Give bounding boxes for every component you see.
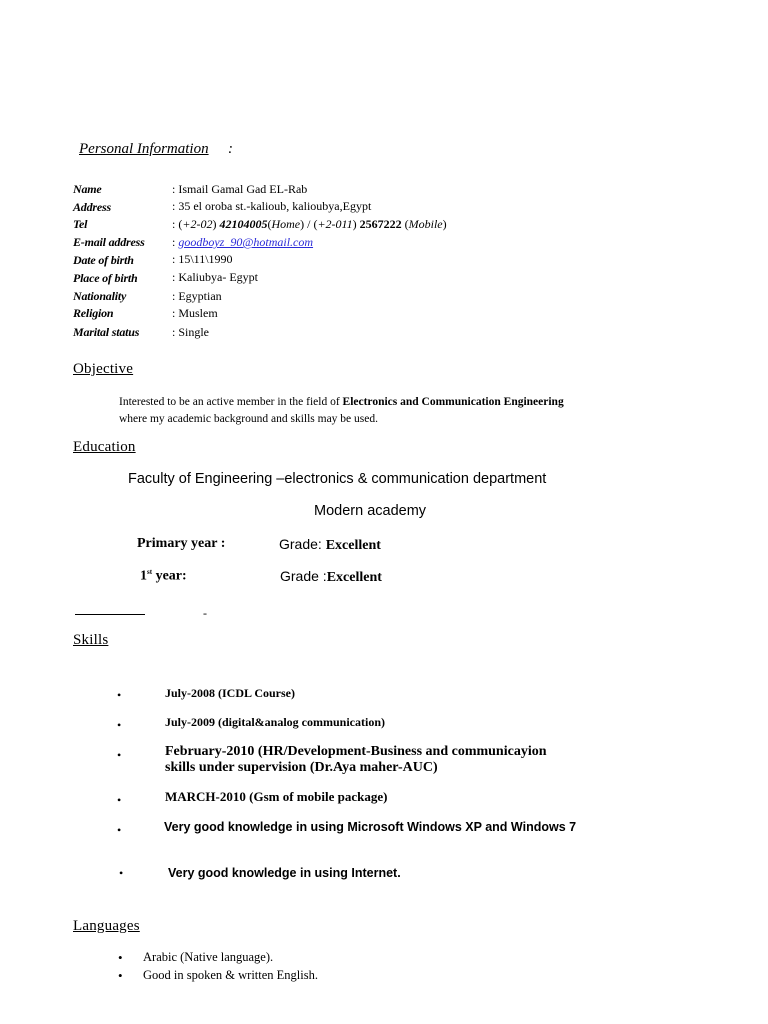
date-of-birth-value: : 15\11\1990 [172,252,233,266]
nationality-label: Nationality [73,289,127,303]
education-first-year: 1st year: [140,568,187,584]
language-item: Arabic (Native language). [143,950,274,964]
objective-heading: Objective [73,361,134,377]
name-value: : Ismail Gamal Gad EL-Rab [172,182,308,196]
bullet-icon: • [118,968,123,983]
bullet-icon: • [119,866,124,880]
religion-label: Religion [73,306,114,320]
language-item: Good in spoken & written English. [143,968,318,982]
bullet-icon: • [117,688,122,702]
email-label: E-mail address [73,235,145,249]
bullet-icon: • [117,823,122,837]
education-faculty: Faculty of Engineering –electronics & communication department [128,471,547,487]
divider-line [75,614,145,615]
address-label: Address [73,200,111,214]
date-of-birth-label: Date of birth [73,253,134,267]
education-heading: Education [73,439,136,455]
tel-value: : (+2-02) 42104005(Home) / (+2-011) 2567222 (Mobile) [172,217,447,231]
education-academy: Modern academy [314,503,427,519]
email-value: : goodboyz_90@hotmail.com [172,235,314,249]
skill-item: February-2010 (HR/Development-Business and communicayion skills under supervision (Dr.Aya maher-AUC) [165,744,547,775]
bullet-icon: • [117,718,122,732]
objective-text: Interested to be an active member in the field of Electronics and Communication Engineering where my academic background and skills may be used. [119,396,564,425]
skill-item: MARCH-2010 (Gsm of mobile package) [165,789,388,804]
nationality-value: : Egyptian [172,289,222,303]
personal-information-colon: : [228,141,233,157]
skill-item: July-2008 (ICDL Course) [165,686,296,700]
divider-dash: - [203,606,207,620]
education-primary-grade: Grade: Excellent [279,536,381,553]
name-label: Name [73,182,102,196]
education-primary-year: Primary year : [137,536,226,551]
skill-item: July-2009 (digital&analog communication) [165,715,386,729]
tel-label: Tel [73,217,88,231]
skills-heading: Skills [73,632,109,648]
marital-status-label: Marital status [73,325,140,339]
email-link[interactable]: goodboyz_90@hotmail.com [178,235,314,249]
skill-item: Very good knowledge in using Internet. [168,866,401,880]
religion-value: : Muslem [172,306,218,320]
address-value: : 35 el oroba st.-kalioub, kalioubya,Egypt [172,199,372,213]
bullet-icon: • [118,950,123,965]
bullet-icon: • [117,793,122,807]
skill-item: Very good knowledge in using Microsoft Windows XP and Windows 7 [164,820,577,834]
personal-information-heading: Personal Information [79,141,209,157]
place-of-birth-value: : Kaliubya- Egypt [172,270,258,284]
place-of-birth-label: Place of birth [73,271,138,285]
education-first-grade: Grade :Excellent [280,568,382,585]
bullet-icon: • [117,748,122,762]
languages-heading: Languages [73,918,140,934]
marital-status-value: : Single [172,325,210,339]
